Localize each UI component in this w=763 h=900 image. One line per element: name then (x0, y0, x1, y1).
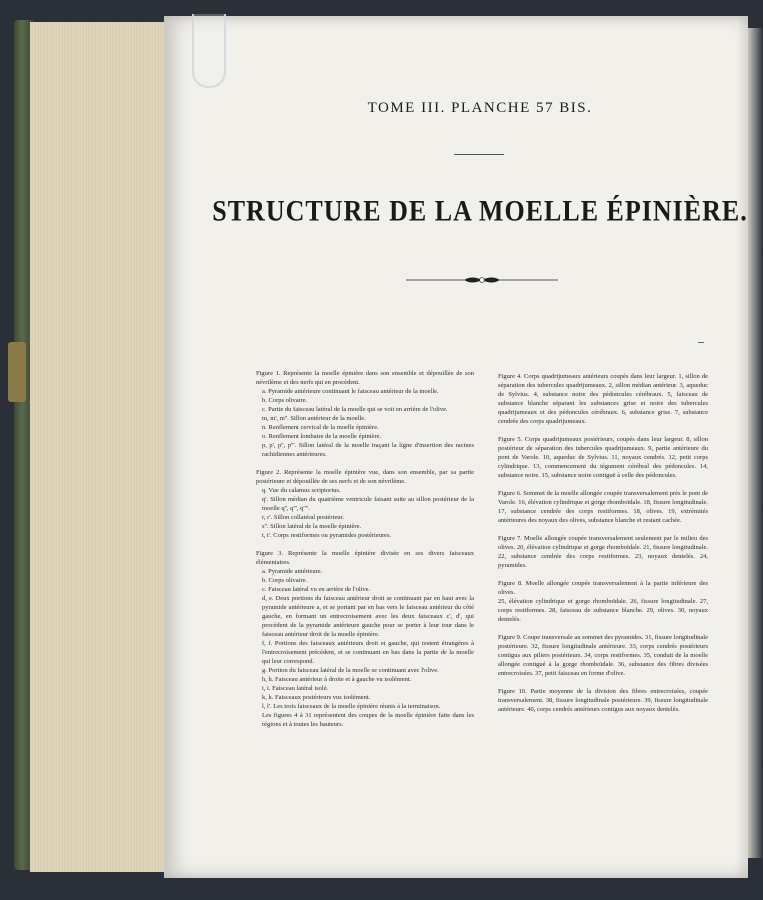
legend-line: b. Corps olivaire. (262, 577, 308, 584)
legend-line: q. Vue du calamus scriptorius. (262, 487, 341, 494)
figure-description (256, 549, 474, 729)
figure-description (256, 369, 474, 459)
figure-caption-line: Figure 2. Représente la moelle épinière vue, dans son ensemble, par sa partie postérieure et dépouillée de ses nerfs et de son névrilème. (256, 469, 474, 485)
legend-line: r, r'. Sillon collatéral postérieur. (262, 514, 344, 521)
legend-line: l, l'. Les trois faisceaux de la moelle épinière réunis à la terminaison. (262, 703, 441, 710)
left-text-column (256, 369, 474, 738)
spine-mark (8, 342, 26, 402)
figure-description: Figure 6. Sommet de la moelle allongée coupée transversalement près le pont de Varole. 16, élévation cylindrique et gorge rhomboïdale. 18, fissure longitudinale. 17, substance cendrée des corps restiformes. 18, olives. 19, extrémités antérieures des noyaux des olives, substance blanche et restant cachée. (498, 490, 708, 524)
legend-line: b. Corps olivaire. (262, 397, 308, 404)
figure-description: Figure 5. Corps quadrijumeaux postérieurs, coupés dans leur largeur. 8, sillon postérieur de séparation des tubercules quadrijumeaux. 9, partie antérieure du pont de Varole. 10, aqueduc de Sylvius. 11, noyaux cendrés. 12, petit corps cylindrique. 13, commencement du tégument cérébral des pédoncules. 14, substance noire. 15, substance noire contiguë à celle des pédoncules. (498, 436, 708, 479)
legend-line: g. Portion du faisceau latéral de la moelle se continuant avec l'olive. (262, 667, 439, 674)
ornament-divider (406, 274, 558, 286)
legend-line: m, m', m''. Sillon antérieur de la moelle. (262, 415, 366, 422)
legend-line: c. Partie du faisceau latéral de la moelle qui se voit en arrière de l'olive. (262, 406, 448, 413)
legend-line: a. Pyramide antérieure. (262, 568, 323, 575)
figure-description: Figure 8. Moelle allongée coupée transversalement à la partie inférieure des olives. 25, élévation cylindrique et gorge rhomboïdale. 26, fissure longitudinale. 27, corps restiformes. 28, faisceau de substance blanche. 29, olives. 30, noyaux dentelés. (498, 580, 708, 623)
legend-line: k, k. Faisceaux postérieurs vus isolément. (262, 694, 371, 701)
figure-description: Figure 10. Partie moyenne de la division des fibres entrecroisées, coupée transversalement. 38, fissure longitudinale postérieure. 39, fissure longitudinale antérieure. 40, corps cendrés antérieurs contigus aux noyaux dentelés. (498, 688, 708, 713)
figure-description: Figure 7. Moelle allongée coupée transversalement seulement par le milieu des olives. 20, élévation cylindrique et gorge rhomboïdale. 21, fissure longitudinale. 22, substance cendrée des corps restiformes. 23, noyaux dentelés. 24, pyramides. (498, 535, 708, 569)
page-stack (30, 22, 167, 872)
figure-description: Figure 4. Corps quadrijumeaux antérieurs coupés dans leur largeur. 1, sillon de séparation des tubercules quadrijumeaux. 2, sillon médian antérieur. 3, aqueduc de Sylvius. 4, substance noire des pédoncules cérébraux. 5, faisceau de substance blanche séparant les substances grise et noire des tubercules quadrijumeaux et des pédoncules cérébraux. 6, substance grise. 7, substance cendrée des corps quadrijumeaux. (498, 373, 708, 425)
right-text-column (498, 372, 708, 723)
legend-line: s''. Sillon latéral de la moelle épinière. (262, 523, 362, 530)
legend-line: t, t'. Corps restiformes ou pyramides postérieures. (262, 532, 392, 539)
figure-description (256, 468, 474, 540)
margin-mark (698, 342, 704, 343)
legend-line: a. Pyramide antérieure continuant le faisceau antérieur de la moelle. (262, 388, 439, 395)
figure-caption-line: Figure 1. Représente la moelle épinière dans son ensemble et dépouillée de son névrilème et des nerfs qui en procèdent. (256, 370, 474, 386)
tome-heading: TOME III. PLANCHE 57 BIS. (367, 100, 593, 116)
legend-line: c. Faisceau latéral vu en arrière de l'olive. (262, 586, 371, 593)
figure-caption-line: Figure 3. Représente la moelle épinière divisée en ses divers faisceaux élémentaires. (256, 550, 474, 566)
legend-line: d, e. Deux portions du faisceau antérieur droit se continuant par en haut avec la pyramide antérieure a, et se portant par en bas vers le faisceau antérieur du côté gauche, en formant un entrecroisement avec les deux faisceaux c', d', qui procèdent de la pyramide antérieure gauche pour se porter à leur tour dans le faisceau antérieur droit de la moelle épinière. (262, 595, 474, 638)
legend-line: p, p', p'', p'''. Sillon latéral de la moelle traçant la ligne d'insertion des racines rachidiennes antérieures. (262, 442, 474, 458)
legend-line: h, h. Faisceau antérieur à droite et à gauche vu isolément. (262, 676, 412, 683)
legend-line: f, f. Portions des faisceaux antérieurs droit et gauche, qui restent étrangères à l'entrecroisement précédent, et se continuant en bas dans la partie de la moelle qui leur correspond. (262, 640, 474, 665)
divider-rule (454, 154, 504, 155)
page-title: STRUCTURE DE LA MOELLE ÉPINIÈRE. (212, 194, 748, 228)
right-page-edge (748, 28, 763, 858)
page-clip (192, 14, 226, 88)
legend-line: i, i. Faisceau latéral isolé. (262, 685, 329, 692)
figure-description: Figure 9. Coupe transversale au sommet des pyramides. 31, fissure longitudinale postérieure. 32, fissure longitudinale antérieure. 33, corps cendrés postérieurs contigus aux piliers postérieurs. 34, corps restiformes. 35, conduit de la moelle allongée contigué à la gorge rhomboïdale. 36, substance des fibres divisées entrecroisées. 37, petit faisceau en forme d'olive. (498, 634, 708, 677)
legend-line: n. Renflement cervical de la moelle épinière. (262, 424, 379, 431)
legend-line: Les figures 4 à 31 représentent des coupes de la moelle épinière faite dans les régions et à toutes les hauteurs. (262, 712, 474, 728)
legend-line: q'. Sillon médian du quatrième ventricule faisant suite au sillon postérieur de la moelle q'', q''', q''''. (262, 496, 474, 512)
legend-line: o. Renflement lombaire de la moelle épinière. (262, 433, 382, 440)
